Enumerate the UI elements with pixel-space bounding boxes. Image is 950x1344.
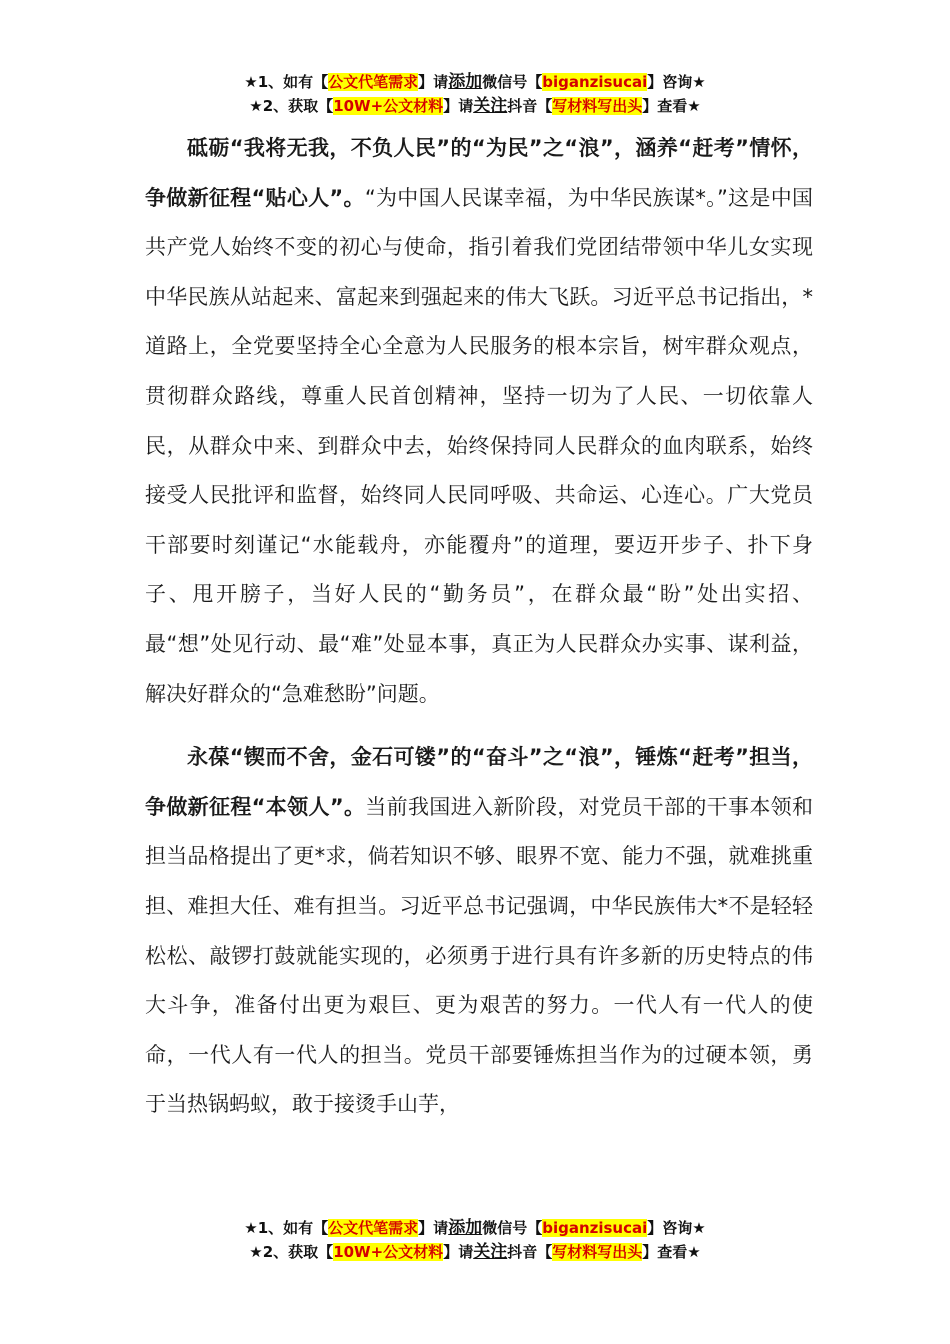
promo-highlight: 公文代笔需求 <box>328 1219 419 1237</box>
paragraph-2 <box>145 733 813 1130</box>
paragraph-1 <box>145 124 813 719</box>
promo-text: 抖音【 <box>507 1243 553 1261</box>
promo-line-2 <box>0 1240 950 1264</box>
promo-line-2 <box>0 94 950 118</box>
promo-line-1 <box>0 1216 950 1240</box>
promo-text: 微信号【 <box>482 73 543 91</box>
promo-wechat-id: biganzisucai <box>542 1219 648 1237</box>
promo-douyin-id: 写材料写出头 <box>552 1243 643 1261</box>
paragraph-text: 当前我国进入新阶段，对党员干部的干事本领和担当品格提出了更*求，倘若知识不够、眼界不宽、能力不强，就难挑重担、难担大任、难有担当。习近平总书记强调，中华民族伟大*不是轻轻松松、敲锣打鼓就能实现的，必须勇于进行具有许多新的历史特点的伟大斗争，准备付出更为艰巨、更为艰苦的努力。一代人有一代人的使命，一代人有一代人的担当。党员干部要锤炼担当作为的过硬本领，勇于当热锅蚂蚁，敢于接烫手山芋， <box>145 794 813 1117</box>
promo-wechat-id: biganzisucai <box>542 73 648 91</box>
promo-text: ★2、获取【 <box>249 1243 334 1261</box>
promo-text: 】请 <box>418 73 449 91</box>
promo-underline: 添加 <box>448 1218 483 1238</box>
paragraph-lead: 永葆“锲而不舍，金石可镂”的“奋斗”之“浪”，锤炼“赶考”担当，争做新征程“本领人”。 <box>145 745 813 819</box>
promo-text: 】咨询★ <box>647 1219 706 1237</box>
promo-text: ★1、如有【 <box>244 73 329 91</box>
paragraph-lead: 砥砺“我将无我，不负人民”的“为民”之“浪”，涵养“赶考”情怀，争做新征程“贴心人”。 <box>145 136 813 210</box>
promo-text: 】查看★ <box>642 97 701 115</box>
promo-text: 】查看★ <box>642 1243 701 1261</box>
promo-highlight: 10W+公文材料 <box>333 1243 444 1261</box>
promo-text: 】咨询★ <box>647 73 706 91</box>
promo-text: 抖音【 <box>507 97 553 115</box>
paragraph-text: “为中国人民谋幸福，为中华民族谋*。”这是中国共产党人始终不变的初心与使命，指引着我们党团结带领中华儿女实现中华民族从站起来、富起来到强起来的伟大飞跃。习近平总书记指出，*道路上，全党要坚持全心全意为人民服务的根本宗旨，树牢群众观点，贯彻群众路线，尊重人民首创精神，坚持一切为了人民、一切依靠人民，从群众中来、到群众中去，始终保持同人民群众的血肉联系，始终接受人民批评和监督，始终同人民同呼吸、共命运、心连心。广大党员干部要时刻谨记“水能载舟，亦能覆舟”的道理，要迈开步子、扑下身子、甩开膀子，当好人民的“勤务员”，在群众最“盼”处出实招、最“想”处见行动、最“难”处显本事，真正为人民群众办实事、谋利益，解决好群众的“急难愁盼”问题。 <box>145 185 813 706</box>
promo-text: ★1、如有【 <box>244 1219 329 1237</box>
promo-underline: 添加 <box>448 72 483 92</box>
promo-highlight: 公文代笔需求 <box>328 73 419 91</box>
promo-text: 】请 <box>443 1243 474 1261</box>
promo-text: ★2、获取【 <box>249 97 334 115</box>
promo-text: 】请 <box>418 1219 449 1237</box>
promo-douyin-id: 写材料写出头 <box>552 97 643 115</box>
promo-text: 微信号【 <box>482 1219 543 1237</box>
promo-line-1 <box>0 70 950 94</box>
header-promo-banner <box>0 70 950 118</box>
document-body <box>145 124 813 1130</box>
promo-text: 】请 <box>443 97 474 115</box>
footer-promo-banner <box>0 1216 950 1264</box>
promo-underline: 关注 <box>473 1242 508 1262</box>
promo-highlight: 10W+公文材料 <box>333 97 444 115</box>
promo-underline: 关注 <box>473 96 508 116</box>
